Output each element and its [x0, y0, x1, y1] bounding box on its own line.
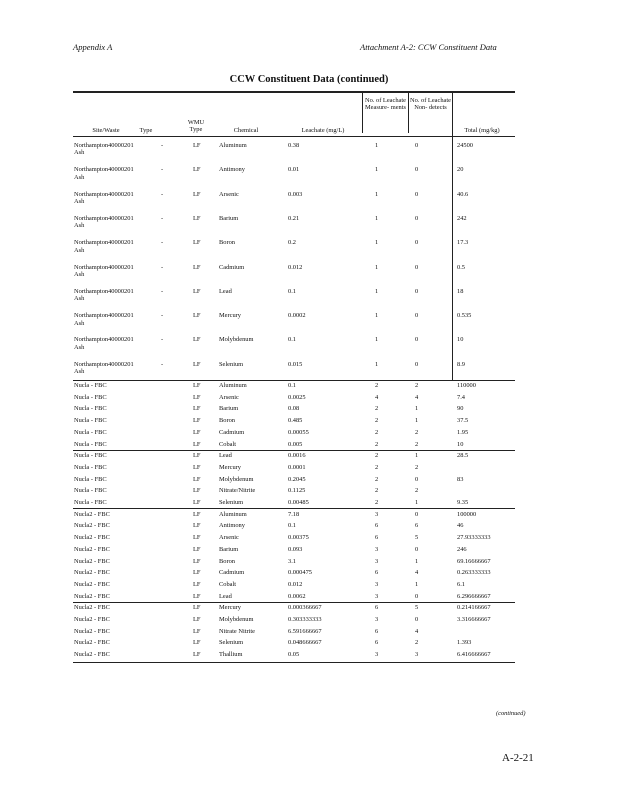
cell-nondetects: 0 [415, 239, 419, 247]
cell-measurements: 1 [375, 142, 379, 149]
cell-site: Nucla2 - FBC [74, 534, 110, 542]
cell-total: 242 [457, 214, 467, 222]
cell-leachate: 0.0062 [288, 592, 306, 600]
cell-site: Nucla - FBC [74, 417, 107, 425]
row-group-rule [73, 508, 515, 509]
cell-site: Northampton40000201 Ash [74, 336, 134, 351]
cell-leachate: 0.2 [288, 239, 296, 247]
cell-leachate: 0.1125 [288, 487, 306, 495]
cell-nondetects: 1 [415, 557, 419, 565]
table-row [73, 439, 515, 451]
cell-type: - [161, 360, 164, 368]
table-row [73, 637, 515, 649]
cell-chemical: Cadmium [219, 263, 245, 271]
cell-chemical: Arsenic [219, 190, 239, 198]
cell-total: 10 [457, 336, 464, 344]
cell-total: 0.5 [457, 263, 465, 271]
cell-nondetects: 1 [415, 452, 419, 460]
table-row [73, 164, 515, 188]
cell-measurements: 1 [375, 166, 379, 174]
col-header-leachate: Leachate (mg/L) [301, 127, 345, 134]
cell-chemical: Molybdenum [219, 475, 254, 483]
table-row [73, 520, 515, 532]
cell-leachate: 0.1 [288, 382, 296, 389]
cell-leachate: 0.00055 [288, 428, 309, 436]
cell-measurements: 6 [375, 522, 379, 530]
cell-site: Nucla - FBC [74, 499, 107, 506]
cell-wmu-type: LF [193, 336, 201, 344]
cell-site: Northampton40000201 Ash [74, 287, 134, 303]
cell-site: Nucla2 - FBC [74, 627, 110, 635]
cell-total: 0.535 [457, 312, 472, 320]
cell-chemical: Selenium [219, 499, 244, 506]
cell-site: Nucla - FBC [74, 463, 107, 471]
col-header-measurements: No. of Leachate Measure- ments [365, 97, 406, 112]
table-row [73, 392, 515, 404]
cell-chemical: Boron [219, 417, 235, 425]
table-row [73, 602, 515, 614]
cell-wmu-type: LF [193, 360, 201, 368]
cell-wmu-type: LF [193, 190, 201, 198]
cell-chemical: Barium [219, 545, 239, 553]
cell-site: Northampton40000201 Ash [74, 263, 134, 278]
table-row [73, 591, 515, 603]
cell-measurements: 2 [375, 475, 379, 483]
cell-total: 18 [457, 287, 464, 295]
cell-measurements: 1 [375, 214, 379, 222]
cell-measurements: 6 [375, 627, 379, 635]
cell-nondetects: 0 [415, 312, 419, 320]
table-row [73, 403, 515, 415]
cell-nondetects: 5 [415, 534, 419, 542]
cell-site: Nucla2 - FBC [74, 580, 110, 588]
cell-type: - [161, 336, 164, 344]
table-row [73, 579, 515, 591]
table-row [73, 556, 515, 568]
cell-measurements: 2 [375, 405, 379, 413]
cell-nondetects: 5 [415, 604, 419, 612]
cell-wmu-type: LF [193, 452, 201, 460]
cell-wmu-type: LF [193, 166, 201, 174]
cell-measurements: 6 [375, 639, 379, 647]
table-row [73, 649, 515, 661]
cell-chemical: Mercury [219, 463, 242, 471]
cell-wmu-type: LF [193, 616, 201, 623]
cell-wmu-type: LF [193, 557, 201, 565]
cell-measurements: 3 [375, 510, 379, 518]
cell-total: 6.416666667 [457, 651, 491, 659]
cell-chemical: Cobalt [219, 580, 237, 588]
cell-measurements: 4 [375, 393, 379, 401]
cell-site: Nucla2 - FBC [74, 510, 110, 518]
cell-chemical: Lead [219, 287, 232, 295]
cell-total: 83 [457, 475, 464, 483]
table-row [73, 567, 515, 579]
cell-chemical: Lead [219, 592, 232, 600]
cell-wmu-type: LF [193, 580, 201, 588]
cell-site: Nucla - FBC [74, 440, 107, 448]
cell-nondetects: 2 [415, 487, 419, 495]
table-row [73, 497, 515, 509]
cell-wmu-type: LF [193, 627, 201, 635]
cell-leachate: 0.015 [288, 360, 303, 368]
cell-total: 0.214166667 [457, 604, 491, 612]
cell-measurements: 3 [375, 545, 379, 553]
cell-leachate: 0.21 [288, 214, 300, 222]
running-header-right: Attachment A-2: CCW Constituent Data [360, 42, 497, 52]
cell-measurements: 1 [375, 263, 379, 271]
cell-total: 37.5 [457, 417, 469, 425]
cell-wmu-type: LF [193, 522, 201, 530]
cell-total: 20 [457, 166, 464, 174]
cell-nondetects: 0 [415, 287, 419, 295]
cell-measurements: 1 [375, 312, 379, 320]
cell-nondetects: 1 [415, 405, 419, 413]
cell-chemical: Mercury [219, 604, 242, 612]
cell-nondetects: 3 [415, 651, 419, 659]
cell-leachate: 0.08 [288, 405, 300, 413]
row-group-rule [73, 380, 515, 381]
cell-total: 1.95 [457, 428, 469, 436]
cell-site: Nucla2 - FBC [74, 604, 110, 612]
cell-nondetects: 0 [415, 214, 419, 222]
row-group-rule [73, 450, 515, 451]
cell-leachate: 0.000475 [288, 569, 312, 577]
cell-wmu-type: LF [193, 545, 201, 553]
cell-total: 100000 [457, 510, 477, 518]
cell-measurements: 6 [375, 534, 379, 542]
cell-total: 90 [457, 405, 464, 413]
cell-chemical: Aluminum [219, 382, 247, 389]
cell-site: Nucla - FBC [74, 475, 107, 483]
cell-wmu-type: LF [193, 440, 201, 448]
cell-total: 0.263333333 [457, 569, 491, 577]
cell-measurements: 2 [375, 428, 379, 436]
cell-wmu-type: LF [193, 312, 201, 320]
cell-nondetects: 6 [415, 522, 419, 530]
cell-leachate: 0.1 [288, 522, 296, 530]
cell-chemical: Molybdenum [219, 616, 254, 623]
cell-total: 3.316666667 [457, 616, 491, 623]
cell-total: 40.6 [457, 190, 469, 198]
cell-leachate: 0.05 [288, 651, 300, 659]
cell-wmu-type: LF [193, 499, 201, 506]
col-header-total: Total (mg/kg) [464, 127, 500, 134]
cell-chemical: Arsenic [219, 534, 239, 542]
col-header-nondetects: No. of Leachate Non- detects [410, 97, 451, 112]
cell-wmu-type: LF [193, 417, 201, 425]
cell-leachate: 0.2045 [288, 475, 306, 483]
cell-site: Nucla2 - FBC [74, 616, 110, 623]
cell-wmu-type: LF [193, 604, 201, 612]
cell-site: Nucla2 - FBC [74, 522, 110, 530]
cell-chemical: Aluminum [219, 510, 247, 518]
cell-total: 7.4 [457, 393, 465, 401]
cell-site: Nucla - FBC [74, 487, 107, 495]
cell-wmu-type: LF [193, 428, 201, 436]
cell-total: 69.16666667 [457, 557, 491, 565]
table-row [73, 380, 515, 392]
cell-wmu-type: LF [193, 487, 201, 495]
cell-type: - [161, 287, 164, 295]
cell-total: 9.35 [457, 499, 469, 506]
col-header-chemical: Chemical [233, 127, 259, 134]
cell-leachate: 0.00485 [288, 499, 309, 506]
cell-site: Northampton40000201 Ash [74, 166, 134, 181]
cell-measurements: 3 [375, 580, 379, 588]
cell-wmu-type: LF [193, 592, 201, 600]
cell-leachate: 0.003 [288, 190, 303, 198]
cell-total: 10 [457, 440, 464, 448]
header-bottom-rule [73, 136, 515, 137]
cell-chemical: Cadmium [219, 569, 245, 577]
table-row [73, 614, 515, 626]
cell-measurements: 2 [375, 463, 379, 471]
cell-chemical: Cobalt [219, 440, 237, 448]
col-header-type: Type [139, 127, 153, 134]
cell-wmu-type: LF [193, 382, 201, 389]
cell-nondetects: 0 [415, 510, 419, 518]
cell-chemical: Molybdenum [219, 336, 254, 344]
cell-site: Nucla - FBC [74, 428, 107, 436]
cell-measurements: 3 [375, 592, 379, 600]
cell-site: Nucla2 - FBC [74, 651, 110, 659]
cell-site: Northampton40000201 Ash [74, 142, 134, 157]
cell-site: Northampton40000201 Ash [74, 214, 134, 230]
cell-chemical: Lead [219, 452, 232, 460]
cell-leachate: 6.591666667 [288, 627, 322, 635]
cell-chemical: Mercury [219, 312, 242, 320]
cell-chemical: Antimony [219, 522, 245, 530]
cell-leachate: 0.01 [288, 166, 300, 174]
cell-nondetects: 4 [415, 627, 419, 635]
running-header-left: Appendix A [73, 42, 113, 52]
cell-leachate: 3.1 [288, 557, 296, 565]
cell-leachate: 0.005 [288, 440, 303, 448]
table-row [73, 509, 515, 521]
cell-leachate: 0.012 [288, 580, 303, 588]
cell-chemical: Selenium [219, 639, 244, 647]
cell-site: Northampton40000201 Ash [74, 312, 134, 327]
cell-leachate: 0.0001 [288, 463, 306, 471]
cell-measurements: 1 [375, 239, 379, 247]
cell-wmu-type: LF [193, 510, 201, 518]
cell-nondetects: 0 [415, 142, 419, 149]
table-bottom-rule [73, 662, 515, 663]
cell-site: Nucla - FBC [74, 405, 107, 413]
cell-chemical: Nitrate/Nitrite [219, 487, 256, 495]
cell-nondetects: 0 [415, 166, 419, 174]
table-row [73, 427, 515, 439]
cell-nondetects: 2 [415, 428, 419, 436]
cell-type: - [161, 190, 164, 198]
cell-site: Nucla2 - FBC [74, 557, 110, 565]
cell-chemical: Antimony [219, 166, 245, 174]
table-row [73, 474, 515, 486]
cell-wmu-type: LF [193, 214, 201, 222]
cell-leachate: 0.485 [288, 417, 303, 425]
col-header-site: Site/Waste [92, 127, 120, 134]
cell-measurements: 1 [375, 360, 379, 368]
cell-nondetects: 0 [415, 190, 419, 198]
cell-nondetects: 4 [415, 393, 419, 401]
cell-nondetects: 1 [415, 580, 419, 588]
cell-leachate: 0.303333333 [288, 616, 322, 623]
cell-leachate: 0.048666667 [288, 639, 322, 647]
cell-chemical: Boron [219, 557, 235, 565]
table-row [73, 532, 515, 544]
table-row [73, 286, 515, 310]
table-top-rule [73, 91, 515, 93]
cell-leachate: 0.0016 [288, 452, 306, 460]
cell-nondetects: 2 [415, 440, 419, 448]
cell-total: 27.93333333 [457, 534, 491, 542]
cell-leachate: 0.093 [288, 545, 303, 553]
cell-measurements: 3 [375, 616, 379, 623]
cell-wmu-type: LF [193, 534, 201, 542]
cell-measurements: 6 [375, 569, 379, 577]
cell-site: Nucla - FBC [74, 382, 107, 389]
cell-total: 46 [457, 522, 464, 530]
cell-nondetects: 2 [415, 382, 419, 389]
cell-measurements: 2 [375, 499, 379, 506]
cell-nondetects: 1 [415, 499, 419, 506]
table-row [73, 140, 515, 164]
row-group-rule [73, 602, 515, 603]
cell-chemical: Barium [219, 214, 239, 222]
cell-site: Northampton40000201 Ash [74, 360, 134, 376]
cell-leachate: 0.1 [288, 287, 296, 295]
cell-wmu-type: LF [193, 287, 201, 295]
cell-chemical: Selenium [219, 360, 244, 368]
table-row [73, 462, 515, 474]
cell-site: Nucla2 - FBC [74, 569, 110, 577]
cell-nondetects: 0 [415, 545, 419, 553]
cell-nondetects: 0 [415, 592, 419, 600]
cell-leachate: 0.0002 [288, 312, 306, 320]
table-row [73, 189, 515, 213]
cell-chemical: Nitrate Nitrite [219, 627, 256, 635]
col-header-wmu-type: WMU Type [187, 119, 205, 134]
cell-leachate: 0.00375 [288, 534, 309, 542]
cell-type: - [161, 239, 164, 247]
cell-chemical: Cadmium [219, 428, 245, 436]
cell-measurements: 3 [375, 651, 379, 659]
cell-nondetects: 0 [415, 475, 419, 483]
cell-wmu-type: LF [193, 639, 201, 647]
cell-measurements: 1 [375, 190, 379, 198]
table-row [73, 485, 515, 497]
cell-nondetects: 4 [415, 569, 419, 577]
cell-wmu-type: LF [193, 475, 201, 483]
cell-nondetects: 1 [415, 417, 419, 425]
cell-wmu-type: LF [193, 393, 201, 401]
cell-measurements: 1 [375, 287, 379, 295]
cell-site: Nucla2 - FBC [74, 545, 110, 553]
cell-nondetects: 2 [415, 639, 419, 647]
table-row [73, 262, 515, 286]
cell-type: - [161, 312, 164, 320]
cell-measurements: 1 [375, 336, 379, 344]
cell-site: Nucla2 - FBC [74, 592, 110, 600]
table-row [73, 450, 515, 462]
cell-wmu-type: LF [193, 142, 201, 149]
cell-measurements: 2 [375, 440, 379, 448]
cell-total: 17.3 [457, 239, 469, 247]
table-row [73, 334, 515, 358]
constituent-data-table [73, 91, 515, 707]
cell-measurements: 2 [375, 452, 379, 460]
page-title: CCW Constituent Data (continued) [229, 74, 389, 85]
cell-measurements: 2 [375, 487, 379, 495]
cell-leachate: 0.1 [288, 336, 296, 344]
cell-leachate: 7.18 [288, 510, 300, 518]
continued-note: (continued) [496, 710, 526, 717]
cell-nondetects: 0 [415, 336, 419, 344]
cell-chemical: Thallium [219, 651, 243, 659]
cell-leachate: 0.0025 [288, 393, 306, 401]
cell-measurements: 6 [375, 604, 379, 612]
cell-total: 8.9 [457, 360, 465, 368]
cell-site: Nucla - FBC [74, 393, 107, 401]
cell-total: 246 [457, 545, 467, 553]
cell-leachate: 0.012 [288, 263, 303, 271]
cell-type: - [161, 214, 164, 222]
cell-leachate: 0.000366667 [288, 604, 322, 612]
cell-nondetects: 2 [415, 463, 419, 471]
cell-type: - [161, 166, 164, 174]
cell-total: 24500 [457, 142, 473, 149]
cell-total: 110000 [457, 382, 476, 389]
cell-total: 1.393 [457, 639, 472, 647]
cell-wmu-type: LF [193, 263, 201, 271]
table-row [73, 310, 515, 334]
table-row [73, 626, 515, 638]
table-row [73, 544, 515, 556]
cell-nondetects: 0 [415, 616, 419, 623]
cell-chemical: Barium [219, 405, 239, 413]
cell-total: 6.1 [457, 580, 465, 588]
cell-leachate: 0.38 [288, 142, 300, 149]
cell-wmu-type: LF [193, 239, 201, 247]
cell-measurements: 2 [375, 417, 379, 425]
cell-nondetects: 0 [415, 263, 419, 271]
cell-measurements: 2 [375, 382, 379, 389]
cell-site: Northampton40000201 Ash [74, 239, 134, 254]
page-number: A-2-21 [502, 752, 534, 764]
cell-wmu-type: LF [193, 651, 201, 659]
table-row [73, 237, 515, 261]
table-row [73, 213, 515, 237]
cell-type: - [161, 142, 164, 149]
cell-chemical: Aluminum [219, 142, 247, 149]
cell-chemical: Arsenic [219, 393, 239, 401]
cell-nondetects: 0 [415, 360, 419, 368]
cell-site: Northampton40000201 Ash [74, 190, 134, 205]
table-row [73, 415, 515, 427]
cell-total: 6.296666667 [457, 592, 491, 600]
cell-site: Nucla - FBC [74, 452, 107, 460]
cell-type: - [161, 263, 164, 271]
cell-wmu-type: LF [193, 569, 201, 577]
cell-chemical: Boron [219, 239, 235, 247]
cell-site: Nucla2 - FBC [74, 639, 110, 647]
cell-measurements: 3 [375, 557, 379, 565]
cell-wmu-type: LF [193, 405, 201, 413]
cell-total: 28.5 [457, 452, 469, 460]
cell-wmu-type: LF [193, 463, 201, 471]
